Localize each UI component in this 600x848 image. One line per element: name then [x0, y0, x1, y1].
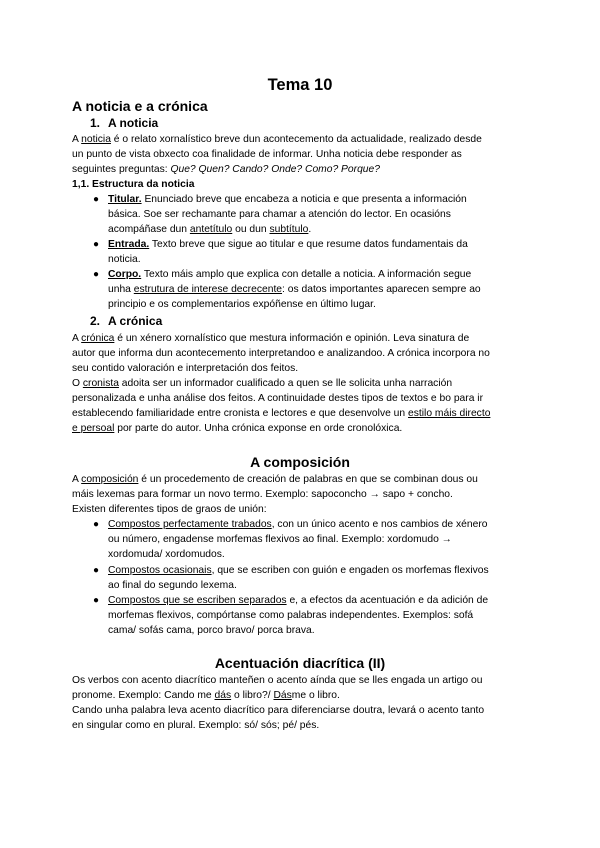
list-item-ocasionais: Compostos ocasionais, que se escriben con guión e engaden os morfemas flexivos — [108, 565, 489, 576]
section-heading-composicion: A composición — [250, 454, 350, 470]
page-title: Tema 10 — [267, 76, 333, 94]
list-item-line: ou número, engadense morfemas flexivos ao final. Exemplo: xordomudo → — [108, 534, 452, 545]
term-noticia: noticia — [81, 134, 111, 145]
list-item-line: morfemas flexivos, compórtanse como palabras independentes. Exemplos: sofá — [108, 610, 474, 621]
list-item-line: unha estrutura de interese decrecente: os datos importantes aparecen sempre ao — [108, 284, 481, 295]
list-item-line: ao final do segundo lexema. — [108, 580, 237, 591]
list-item-line: cama/ sofás cama, porco bravo/ porca brava. — [108, 625, 315, 636]
list-item-entrada: Entrada. Texto breve que sigue ao titular e que resume datos fundamentais da — [108, 239, 468, 250]
paragraph-line: Os verbos con acento diacrítico manteñen o acento aínda que se lles engada un artigo ou — [72, 675, 483, 686]
paragraph-line: A crónica é un xénero xornalístico que mestura información e opinión. Leva sinatura de — [72, 333, 470, 344]
list-item-line: básica. Soe ser rechamante para chamar a atención do lector. En ocasións — [108, 209, 451, 220]
bullet-icon: ● — [93, 565, 100, 576]
paragraph-line: Existen diferentes tipos de graos de unión: — [72, 504, 267, 515]
paragraph-line: seguintes preguntas: Que? Quen? Cando? Onde? Como? Porque? — [72, 164, 380, 175]
bullet-icon: ● — [93, 239, 100, 250]
list-item-line: acompáñase dun antetítulo ou dun subtítulo. — [108, 224, 312, 235]
question-list: Que? Quen? Cando? Onde? Como? Porque? — [170, 164, 380, 175]
bullet-icon: ● — [93, 194, 100, 205]
paragraph-line: A composición é un procedemento de creación de palabras en que se combinan dous ou — [72, 474, 478, 485]
term-cronista: cronista — [82, 378, 119, 389]
subheading-number: 1. — [90, 116, 101, 130]
subheading-noticia: A noticia — [108, 116, 159, 130]
list-item-line: xordomuda/ xordomudos. — [108, 549, 225, 560]
list-item-corpo: Corpo. Texto máis amplo que explica con detalle a noticia. A información segue — [108, 269, 472, 280]
section-heading-acentuacion: Acentuación diacrítica (II) — [214, 655, 386, 671]
paragraph-line: O cronista adoita ser un informador cualificado a quen se lle solicita unha narración — [72, 378, 453, 389]
paragraph-line: A noticia é o relato xornalístico breve dun acontecemento da actualidade, realizado desde — [72, 134, 482, 145]
bullet-icon: ● — [93, 595, 100, 606]
subheading-cronica: A crónica — [108, 314, 163, 328]
structure-heading: 1,1. Estructura da noticia — [72, 179, 195, 190]
paragraph-line: Cando unha palabra leva acento diacrítico para diferenciarse doutra, levará o acento tanto — [72, 705, 485, 716]
paragraph-line: autor que informa dun acontecemento interpretandoo e analizandoo. A crónica incorpora no — [72, 348, 490, 359]
paragraph-line: personalizada e unha análise dos feitos. A continuidade destes tipos de textos e bo para ir — [72, 393, 484, 404]
list-item-trabados: Compostos perfectamente trabados, con un único acento e nos cambios de xénero — [108, 519, 488, 530]
bullet-icon: ● — [93, 519, 100, 530]
paragraph-line: en singular como en plural. Exemplo: só/ sós; pé/ pés. — [72, 720, 320, 731]
term-composicion: composición — [81, 474, 139, 485]
term-cronica: crónica — [81, 333, 115, 344]
list-item-titular: Titular. Enunciado breve que encabeza a noticia e que presenta a información — [108, 194, 467, 205]
bullet-icon: ● — [93, 269, 100, 280]
paragraph-line: máis lexemas para formar un novo termo. Exemplo: sapoconcho → sapo + concho. — [72, 489, 453, 500]
paragraph-line: un punto de vista obxecto coa finalidade de informar. Unha noticia debe responder as — [72, 149, 462, 160]
subheading-number: 2. — [90, 314, 101, 328]
list-item-line: noticia. — [108, 254, 141, 265]
list-item-separados: Compostos que se escriben separados e, a efectos da acentuación e da adición de — [108, 595, 489, 606]
paragraph-line: e persoal por parte do autor. Unha crónica exponse en orde cronolóxica. — [72, 423, 403, 434]
paragraph-line: pronome. Exemplo: Cando me dás o libro?/ Dásme o libro. — [72, 690, 340, 701]
list-item-line: principio e os complementarios expóñense en último lugar. — [108, 299, 376, 310]
paragraph-line: seu contido valoración e interpretación dos feitos. — [72, 363, 299, 374]
section-heading-noticia-cronica: A noticia e a crónica — [72, 98, 208, 114]
paragraph-line: establecendo familiaridade entre cronista e lectores e que desenvolve un estilo máis directo — [72, 408, 491, 419]
